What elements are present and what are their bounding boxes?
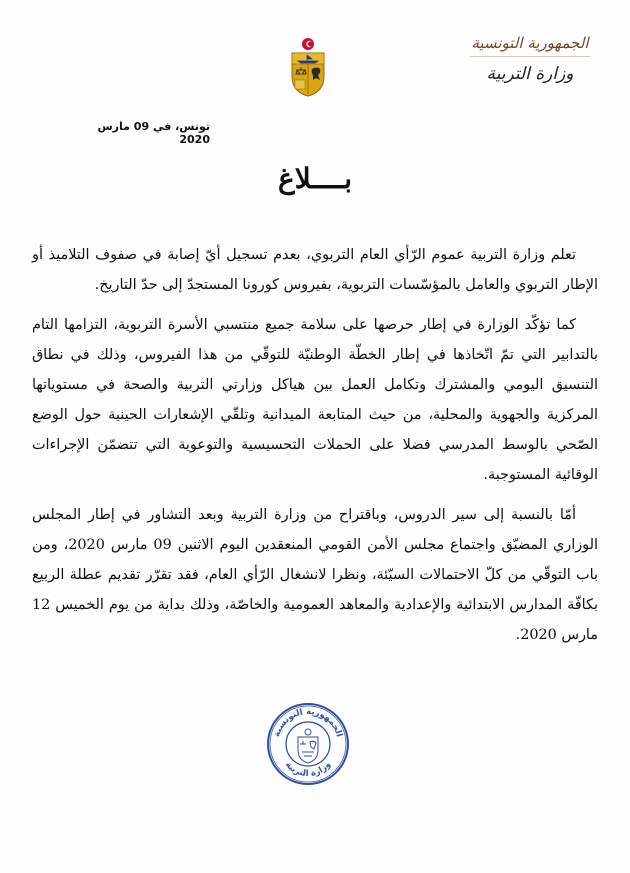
stamp-ring-top: الجمهورية التونسية xyxy=(271,706,345,739)
ministry-header xyxy=(470,32,590,87)
official-stamp xyxy=(266,702,350,786)
paragraph: أمّا بالنسبة إلى سير الدروس، وباقتراح من وزارة التربية وبعد التشاور في إطار المجلس الوزاري المضيّق واجتماع مجلس الأمن القومي المنعقدين اليوم الاثنين 09 مارس 2020، ومن باب التوقّي من كلّ الاحتمالات السيّئة، ونظرا لانشغال الرّأي العام، فقد تقرّر تقديم عطلة الربيع بكافّة المدارس الابتدائية والإعدادية والمعاهد العمومية والخاصّة، وذلك بداية من يوم الخميس 12 مارس 2020. xyxy=(32,507,598,643)
document-date: تونس، في 09 مارس 2020 xyxy=(97,120,210,146)
tunisia-coat-of-arms-icon xyxy=(286,38,330,98)
stamp-ring-bottom: وزارة التربية xyxy=(282,759,334,780)
document-body xyxy=(32,240,598,660)
paragraph: تعلم وزارة التربية عموم الرّأي العام التربوي، بعدم تسجيل أيّ إصابة في صفوف التلاميذ أو الإطار التربوي والعامل بالمؤسّسات التربوية، بفيروس كورونا المستجدّ إلى حدّ التاريخ. xyxy=(32,247,598,293)
paragraph: كما تؤكّد الوزارة في إطار حرصها على سلامة جميع منتسبي الأسرة التربوية، التزامها التام بالتدابير التي تمّ اتّخاذها في إطار الخطّة الوطنيّة للتوقّي من هذا الفيروس، وذلك في نطاق التنسيق اليومي والمشترك وتكامل العمل بين هياكل وزارتي التربية والصحة في مستوياتها المركزية والجهوية والمحلية، من حيث المتابعة الميدانية وتلقّي الإشعارات الحينية حول الوضع الصّحي بالوسط المدرسي فضلا على الحملات التحسيسية والتوعوية التي تتضمّن الإجراءات الوقائية المستوجبة. xyxy=(32,317,598,483)
republic-name: الجمهورية التونسية xyxy=(470,32,590,57)
stamp-emblem-icon xyxy=(298,729,318,763)
ministry-name: وزارة التربية xyxy=(486,64,574,84)
document-title: بــــلاغ xyxy=(277,162,353,195)
